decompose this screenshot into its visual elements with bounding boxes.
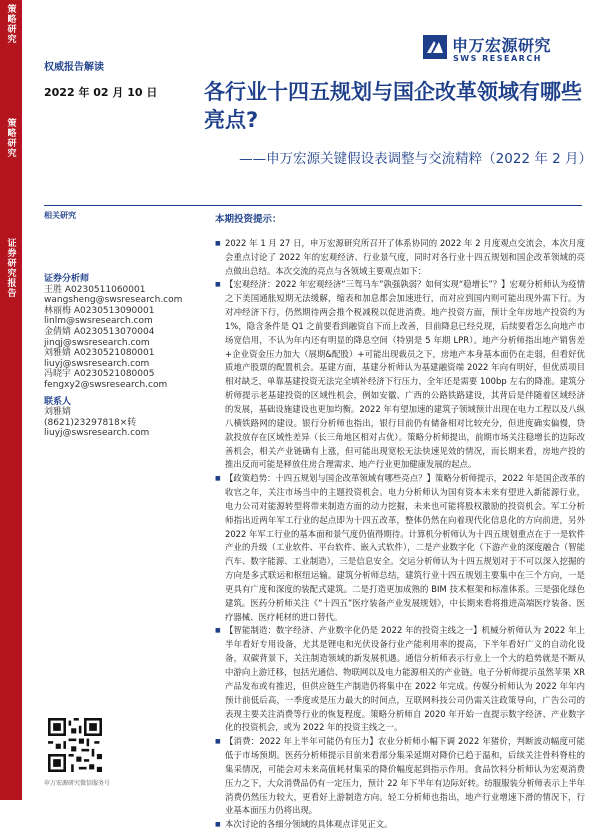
investment-highlights [215, 213, 585, 832]
analyst-line: 林丽梅 A0230513090001 [44, 305, 155, 316]
analyst-line: linlm@swsresearch.com [44, 316, 153, 327]
report-title: 各行业十四五规划与国企改革领域有哪些亮点? [204, 80, 582, 132]
contact-line: 刘雅婧 [44, 407, 72, 418]
sidebar-label-top: 策略研究 [5, 4, 16, 44]
highlight-paragraph: ■ 2022 年 1 月 27 日，申万宏源研究所召开了体系协同的 2022 年 2 月度观点交流会，本次月度会重点讨论了 2022 年的宏观经济、行业景气度，同时对各行业十四五规划和国企改革领域的亮点做出总结。本次交流的亮点与各领域主要观点如下： [215, 237, 585, 279]
sidebar-label-mid: 策略研究 [5, 118, 16, 158]
highlight-paragraph: ■ 【消费：2022 年上半年可能仍有压力】农业分析师小幅下调 2022 年猪价，判断波动幅度可能低于市场预期。医药分析师提示目前来看部分集采延期对降价已趋于温和，后续关注骨科脊柱的集采情况，可能会对未来高值耗材集采的降价幅度起到指示作用。食品饮料分析师认为宏观消费压力之下，大众消费品仍有一定压力，预计 22 年下半年有边际好转。纺服服装分析师表示上半年消费仍然压力较大，更看好上游制造方向。轻工分析师也指出，地产行业增速下滑的情况下，行业基本面压力仍将出现。 [215, 735, 585, 818]
contact-line: liuyj@swsresearch.com [44, 428, 150, 439]
analyst-line: 金倩婧 A0230513070004 [44, 326, 155, 337]
contact-heading: 联系人 [44, 396, 72, 407]
highlights-heading: 本期投资提示： [215, 214, 282, 225]
analyst-list [44, 274, 194, 439]
analyst-line: liuyj@swsresearch.com [44, 358, 150, 369]
related-research-label: 相关研究 [44, 211, 76, 220]
report-category: 权威报告解读 [44, 62, 104, 73]
analyst-heading: 证券分析师 [44, 274, 90, 284]
analyst-line: 刘雅婧 A0230521080001 [44, 348, 155, 359]
logo-text-cn: 申万宏源研究 [452, 36, 552, 55]
sidebar [0, 0, 22, 800]
contact-line: (8621)23297818×转 [44, 417, 137, 428]
qr-caption: 申万宏源研究微信服务号 [44, 780, 111, 787]
highlight-paragraph: ■ 【宏观经济：2022 年宏观经济“三驾马车”孰强孰弱？如何实现“稳增长”？】宏观分析师认为疫情之下美国通胀短期无法缓解，缩表和加息都会加速进行，而对应到国内则可能出现外需下行。为对冲经济下行，仍然期待两会推个税减税以促进消费。地产投资方面，预计全年房地产投资约为 1%，隐含条件是 Q1 之前要看到融资自下而上改善，目前降息已经兑现，后续要看怎么向地产市场宽信用，不认为年内还有明显的降息空间（特别是 5 年期 LPR）。地产分析师指出地产销售差+企业资金压力加大（展期&配股）+可能出现裁员之下，房地产本身基本面仍在走弱，但看好优质地产股票的配置机会。基建方面，基建分析师认为基建融资端 2022 年向有明好，但优质项目相对缺乏，单靠基建投资无法完全填补经济下行压力，全年还是需要 100bp 左右的降准。建筑分析师提示老基建投资的区域性机会，例如安徽、广西的公路铁路建设，其背后是伴随着区域经济的发展，基础设施建设也更加均衡。2022 年有望加速的建筑子领域预计出现在电力工程以及八纵八横铁路网的建设。银行分析师也指出，银行目前仍有储备相对比较充分，但进度确实偏慢，贷款投放存在区域性差异（长三角地区相对占优）。策略分析师提出，前期市场关注稳增长的边际改善机会，相关产业链确有上涨，但可能出现宽松无法快速见效的情况，而长期来看，房地产投的推出反而可能是释放住房合理需求、地产行业更加健康发展的起点。 [215, 278, 585, 472]
sidebar-label-bottom: 证券研究报告 [5, 238, 16, 298]
company-logo [422, 32, 572, 72]
analyst-line: wangsheng@swsresearch.com [44, 295, 183, 306]
analyst-line: fengxy2@swsresearch.com [44, 379, 168, 390]
header-divider [44, 205, 582, 206]
report-date: 2022 年 02 月 10 日 [44, 86, 158, 99]
logo-text-en: SWS RESEARCH [453, 54, 542, 63]
highlight-paragraph: ■ 【政策趋势：十四五规划与国企改革领域有哪些亮点？】策略分析师提示，2022 年是国企改革的收官之年，关注市场当中的主题投资机会。电力分析师认为国有资本未来有望进入新能源行业，电力公司对能源转型将带来制造方面的动力挖掘，未来也可能将股权激励的投资机会。军工分析师指出近两年军工行业的起点即为十四五改革，整体仍然在向着现代化信息化的方向前进，另外 2022 年军工行业的基本面和景气度仍值得期待。计算机分析师认为十四五规划重点在于一是软件产业的升级（工业软件、平台软件、嵌入式软件），二是产业数字化（下游产业的深度融合（智能汽车、数字能源、工业制造），三是信息安全。交运分析师认为十四五规划对于不可以深入挖掘的方向是多式联运和枢纽运输。建筑分析师总结，建筑行业十四五规划主要集中在三个方向，一是更具有广度和深度的装配式建筑。二是打造更加成熟的 BIM 技术框架和标准体系。三是强化绿色建筑。医药分析师关注《“十四五”医疗装备产业发展规划》，中长期来看将推进高端医疗装备、医疗器械、医疗耗材的进口替代。 [215, 472, 585, 624]
report-subtitle: ——申万宏源关键假设表调整与交流精粹（2022 年 2 月） [239, 151, 592, 167]
analyst-line: 王胜 A0230511060001 [44, 284, 146, 295]
highlight-paragraph: ■ 本次讨论的各细分领域的具体观点详见正文。 [215, 818, 585, 832]
qr-code-icon [48, 718, 102, 772]
analyst-line: jinqj@swsresearch.com [44, 337, 150, 348]
highlight-paragraph: ■ 【智能制造：数字经济、产业数字化仍是 2022 年的投资主线之一】机械分析师认为 2022 年上半年看好专用设备，尤其是锂电和光伏设备行业产能利用率的提高，下半年看好广义的自动化设备，双碳背景下，关注制造领域的新发展机遇。通信分析师表示行业上一个大的趋势就是不断从中游向上游迁移，包括光通信、物联网以及电力能源相关的产业链。电子分析师提示虽然苹果 XR 产品发布或有推迟，但供应链生产制造仍将集中在 2022 年完成。传媒分析师认为 2022 年年内预计前低后高，一季度或是压力最大的时间点，互联网科技公司仍需关注政策导向，广告公司的表现主要关注消费等行业的恢复程度。策略分析师自 2020 年开始一直提示数字经济、产业数字化的投资机会，或为 2022 年的投资主线之一。 [215, 624, 585, 735]
logo-mark-icon [422, 34, 448, 60]
analyst-line: 冯晓宇 A0230521080005 [44, 369, 155, 380]
